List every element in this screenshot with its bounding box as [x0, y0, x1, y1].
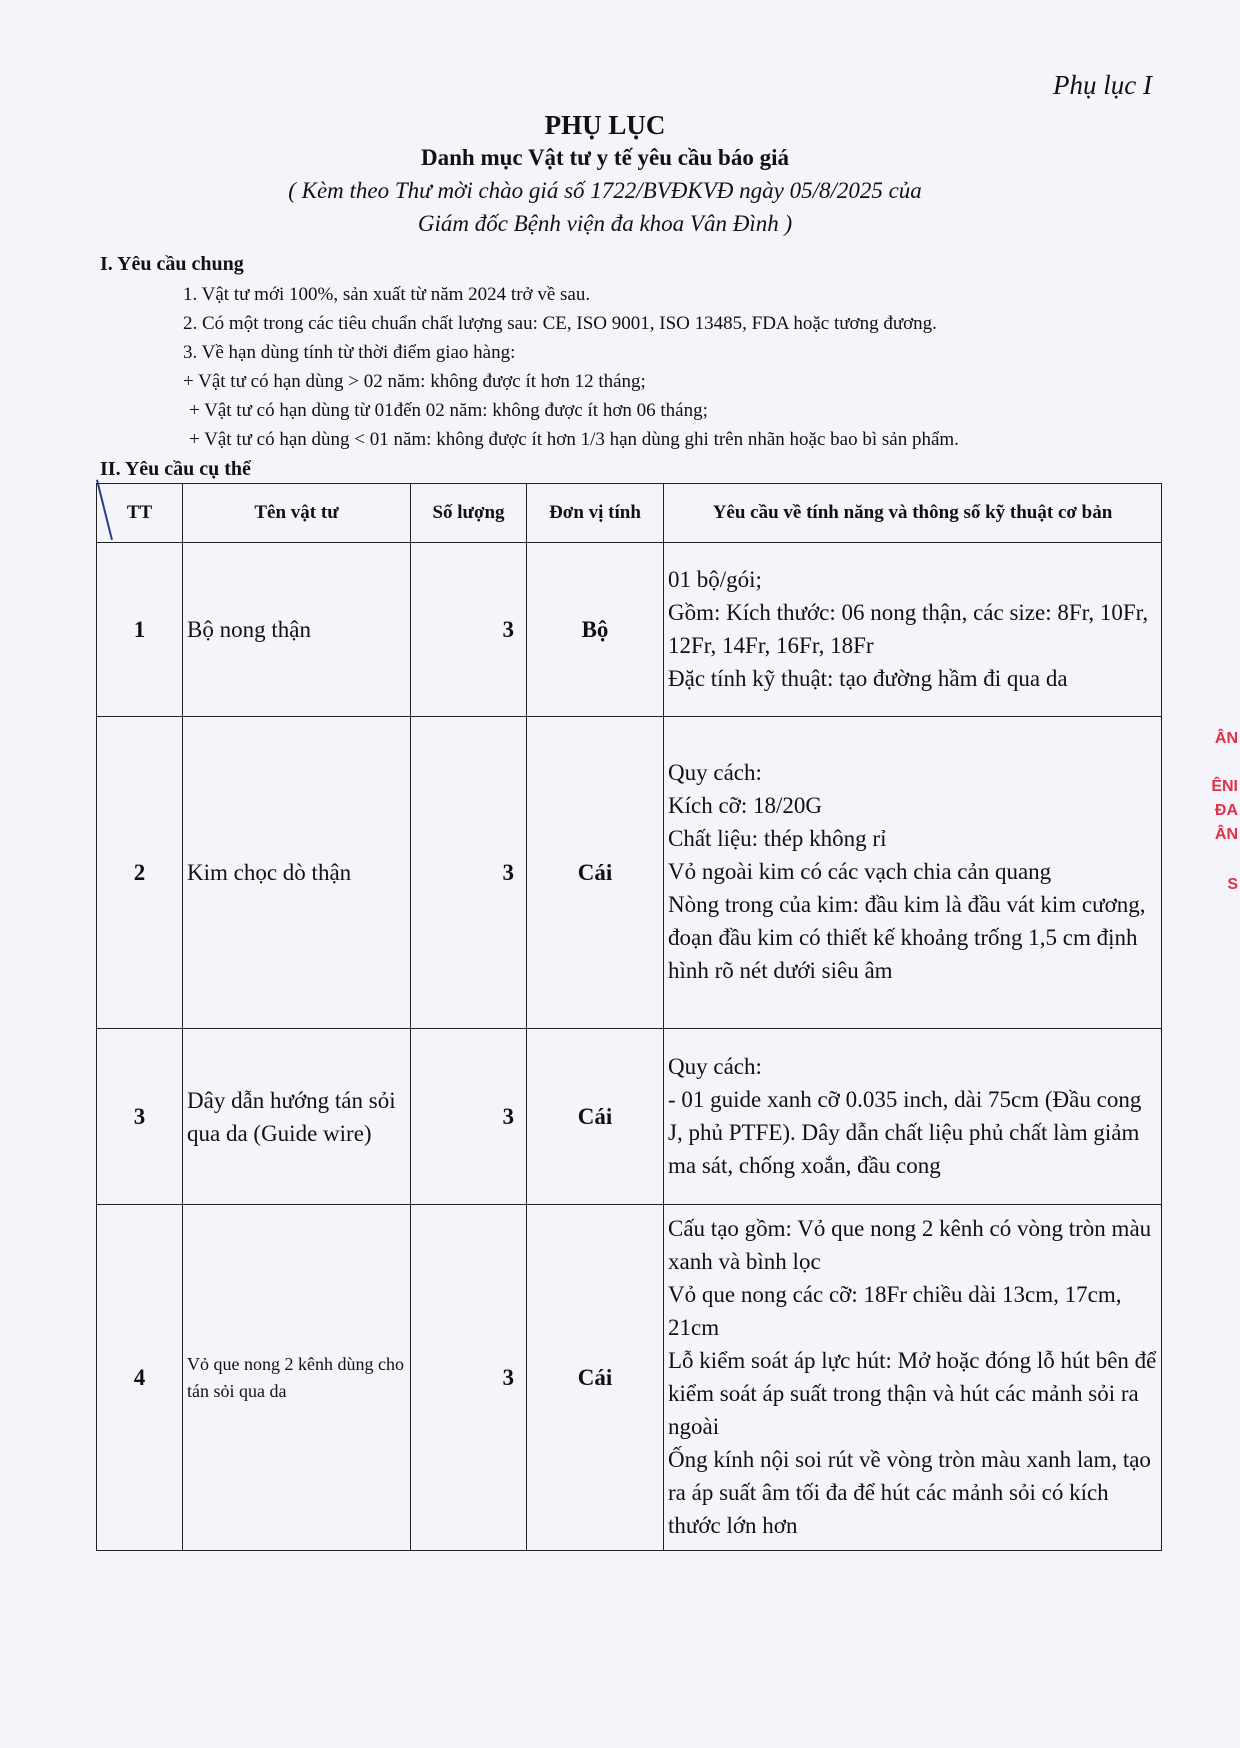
row-name: Vỏ que nong 2 kênh dùng cho tán sỏi qua da	[183, 1205, 411, 1551]
title-block	[0, 108, 1240, 240]
spec-line: Quy cách:	[668, 760, 762, 785]
row-tt: 2	[97, 717, 183, 1029]
header-spec: Yêu cầu về tính năng và thông số kỹ thuật cơ bản	[664, 484, 1162, 543]
requirement-item: 1. Vật tư mới 100%, sản xuất từ năm 2024 trở về sau.	[183, 284, 591, 305]
row-name: Dây dẫn hướng tán sỏi qua da (Guide wire)	[183, 1029, 411, 1205]
document-note-line-1: ( Kèm theo Thư mời chào giá số 1722/BVĐKVĐ ngày 05/8/2025 của	[288, 178, 922, 203]
spec-line: 01 bộ/gói;	[668, 566, 762, 592]
annex-label: Phụ lục I	[1053, 70, 1152, 100]
spec-line: Vỏ ngoài kim có các vạch chia cản quang	[668, 859, 1052, 884]
stamp-text: ÂN	[1214, 730, 1238, 747]
row-quantity: 3	[411, 543, 527, 717]
row-tt: 4	[97, 1205, 183, 1551]
section-specific-heading: II. Yêu cầu cụ thể	[100, 458, 251, 480]
row-spec	[664, 543, 1162, 717]
row-unit: Cái	[527, 717, 664, 1029]
document-subtitle: Danh mục Vật tư y tế yêu cầu báo giá	[421, 145, 789, 170]
stamp-text: ÊNI	[1211, 778, 1238, 795]
requirement-item: 2. Có một trong các tiêu chuẩn chất lượng sau: CE, ISO 9001, ISO 13485, FDA hoặc tương đương.	[183, 313, 937, 334]
stamp-text: ÂN	[1214, 826, 1238, 843]
requirement-item: + Vật tư có hạn dùng từ 01đến 02 năm: không được ít hơn 06 tháng;	[189, 400, 708, 421]
document-title: PHỤ LỤC	[544, 110, 666, 140]
requirement-item: + Vật tư có hạn dùng < 01 năm: không được ít hơn 1/3 hạn dùng ghi trên nhãn hoặc bao bì sản phẩm.	[189, 429, 959, 450]
requirement-item: + Vật tư có hạn dùng > 02 năm: không được ít hơn 12 tháng;	[183, 371, 646, 392]
spec-line: - 01 guide xanh cỡ 0.035 inch, dài 75cm (Đầu cong J, phủ PTFE). Dây dẫn chất liệu phủ chất làm giảm ma sát, chống xoắn, đầu cong	[668, 1086, 1142, 1178]
row-spec	[664, 1029, 1162, 1205]
row-name: Bộ nong thận	[183, 543, 411, 717]
items-table	[96, 483, 1162, 1551]
table-row	[97, 1205, 1162, 1551]
section-general-heading: I. Yêu cầu chung	[100, 253, 244, 275]
requirement-item: 3. Về hạn dùng tính từ thời điểm giao hàng:	[183, 342, 516, 363]
spec-line: Vỏ que nong các cỡ: 18Fr chiều dài 13cm, 17cm, 21cm	[668, 1281, 1122, 1340]
spec-line: Gồm: Kích thước: 06 nong thận, các size: 8Fr, 10Fr, 12Fr, 14Fr, 16Fr, 18Fr	[668, 599, 1149, 658]
row-spec	[664, 1205, 1162, 1551]
document-note-line-2: Giám đốc Bệnh viện đa khoa Vân Đình )	[417, 211, 793, 236]
table-row	[97, 717, 1162, 1029]
spec-line: Quy cách:	[668, 1053, 762, 1079]
row-tt: 1	[97, 543, 183, 717]
row-quantity: 3	[411, 1029, 527, 1205]
red-stamp-fragment	[1204, 710, 1240, 920]
spec-line: Nòng trong của kim: đầu kim là đầu vát kim cương, đoạn đầu kim có thiết kế khoảng trống 1,5 cm định hình rõ nét dưới siêu âm	[668, 892, 1146, 983]
row-quantity: 3	[411, 1205, 527, 1551]
row-quantity: 3	[411, 717, 527, 1029]
table-row	[97, 543, 1162, 717]
table-header-row	[97, 484, 1162, 543]
stamp-text: ĐA	[1214, 802, 1238, 819]
row-unit: Cái	[527, 1029, 664, 1205]
header-name: Tên vật tư	[183, 484, 411, 543]
row-spec	[664, 717, 1162, 1029]
table-row	[97, 1029, 1162, 1205]
row-unit: Cái	[527, 1205, 664, 1551]
row-unit: Bộ	[527, 543, 664, 717]
spec-line: Chất liệu: thép không rỉ	[668, 826, 887, 851]
row-tt: 3	[97, 1029, 183, 1205]
row-name: Kim chọc dò thận	[183, 717, 411, 1029]
spec-line: Lỗ kiểm soát áp lực hút: Mở hoặc đóng lỗ hút bên để kiểm soát áp suất trong thận và hút các mảnh sỏi ra ngoài	[668, 1347, 1157, 1439]
header-quantity: Số lượng	[411, 484, 527, 543]
spec-line: Ống kính nội soi rút về vòng tròn màu xanh lam, tạo ra áp suất âm tối đa để hút các mảnh sỏi có kích thước lớn hơn	[668, 1446, 1151, 1538]
stamp-text: S	[1227, 876, 1238, 893]
spec-line: Đặc tính kỹ thuật: tạo đường hầm đi qua da	[668, 665, 1068, 691]
spec-line: Cấu tạo gồm: Vỏ que nong 2 kênh có vòng tròn màu xanh và bình lọc	[668, 1215, 1152, 1274]
header-unit: Đơn vị tính	[527, 484, 664, 543]
header-tt: TT	[97, 484, 183, 543]
spec-line: Kích cỡ: 18/20G	[668, 793, 822, 818]
